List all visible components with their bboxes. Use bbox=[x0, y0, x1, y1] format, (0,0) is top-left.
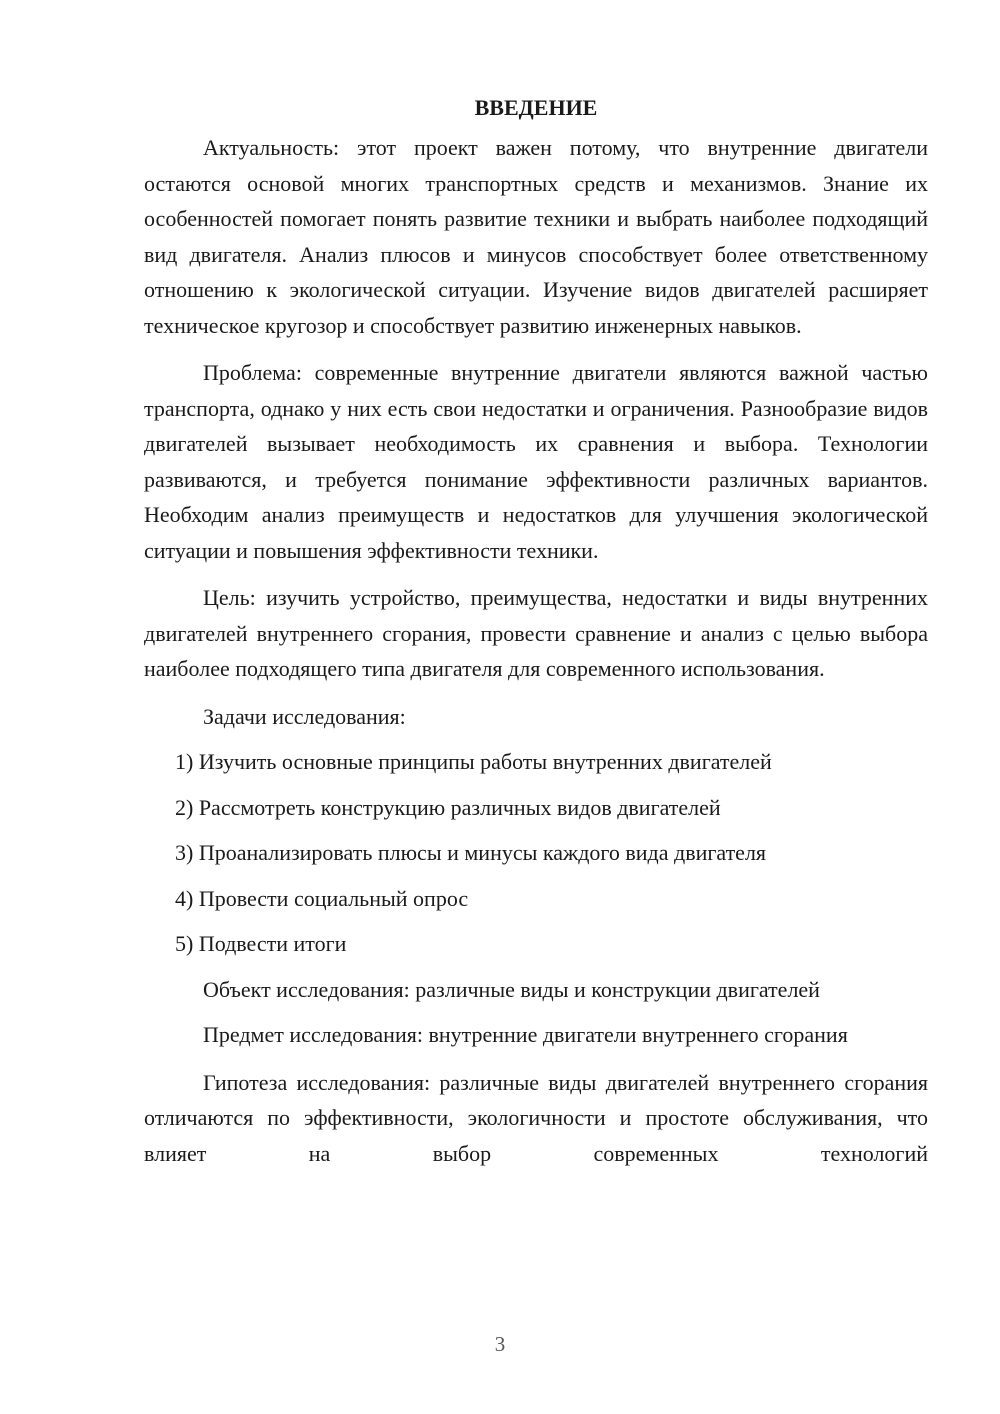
task-item-3: 3) Проанализировать плюсы и минусы каждого вида двигателя bbox=[175, 840, 767, 865]
paragraph-relevance: Актуальность: этот проект важен потому, что внутренние двигатели остаются основой многих транспортных средств и механизмов. Знание их особенностей помогает понять развитие техники и выбрать наиболее подходящий вид двигателя. Анализ плюсов и минусов способствует более ответственному отношению к экологической ситуации. Изучение видов двигателей расширяет техническое кругозор и способствует развитию инженерных навыков. bbox=[144, 135, 928, 338]
research-object: Объект исследования: различные виды и конструкции двигателей bbox=[203, 976, 820, 1002]
task-item-1: 1) Изучить основные принципы работы внутренних двигателей bbox=[175, 749, 772, 774]
research-hypothesis: Гипотеза исследования: различные виды двигателей внутреннего сгорания отличаются по эффективности, экологичности и простоте обслуживания, что влияет на выбор современных технологий bbox=[144, 1069, 928, 1166]
paragraph-goal: Цель: изучить устройство, преимущества, недостатки и виды внутренних двигателей внутреннего сгорания, провести сравнение и анализ с целью выбора наиболее подходящего типа двигателя для современного использования. bbox=[144, 585, 928, 681]
document-page bbox=[144, 90, 928, 1183]
tasks-heading: Задачи исследования: bbox=[203, 703, 406, 729]
research-subject: Предмет исследования: внутренние двигатели внутреннего сгорания bbox=[203, 1022, 848, 1047]
paragraph-problem: Проблема: современные внутренние двигатели являются важной частью транспорта, однако у них есть свои недостатки и ограничения. Разнообразие видов двигателей вызывает необходимость их сравнения и выбора. Технологии развиваются, и требуется понимание эффективности различных вариантов. Необходим анализ преимуществ и недостатков для улучшения экологической ситуации и повышения эффективности техники. bbox=[144, 360, 928, 563]
page-number: 3 bbox=[494, 1332, 506, 1356]
section-title: ВВЕДЕНИЕ bbox=[474, 95, 598, 120]
task-item-4: 4) Провести социальный опрос bbox=[175, 885, 469, 911]
task-item-2: 2) Рассмотреть конструкцию различных видов двигателей bbox=[175, 794, 721, 820]
task-item-5: 5) Подвести итоги bbox=[175, 931, 347, 956]
